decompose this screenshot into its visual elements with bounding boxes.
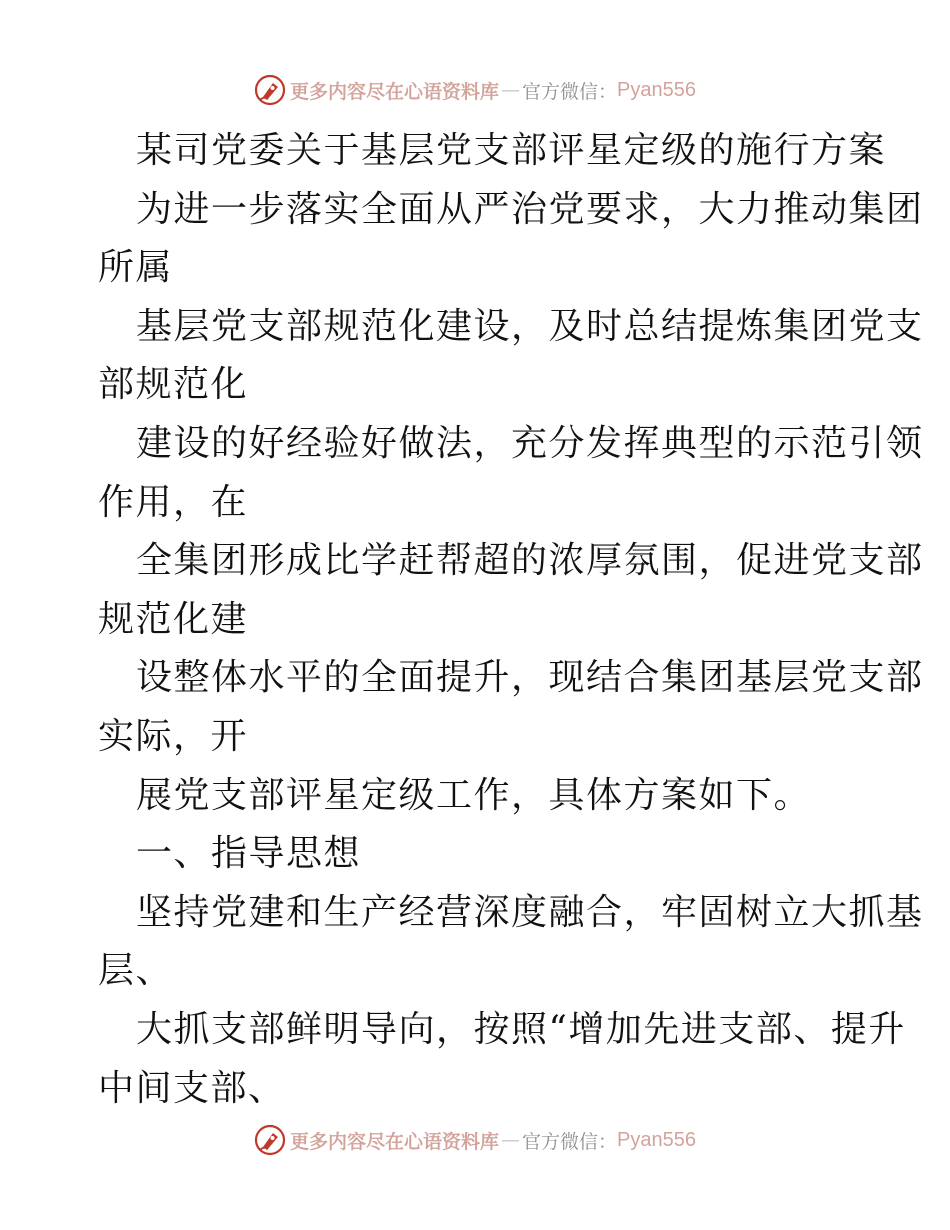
document-line: 中间支部、 (98, 1067, 286, 1109)
banner-wechat-label: 官方微信： (522, 80, 618, 103)
pen-nib-logo-icon (254, 1124, 286, 1156)
banner-separator: — (501, 1129, 521, 1151)
document-line: 坚持党建和生产经营深度融合，牢固树立大抓基 (136, 891, 924, 933)
document-line: 展党支部评星定级工作，具体方案如下。 (136, 774, 812, 816)
pen-nib-logo-icon (254, 74, 286, 106)
banner-separator: — (501, 79, 521, 101)
banner-wechat-label: 官方微信： (522, 1130, 618, 1153)
document-line: 实际，开 (98, 715, 249, 757)
document-line: 设整体水平的全面提升，现结合集团基层党支部 (136, 657, 924, 699)
banner-brand-text: 更多内容尽在心语资料库 (290, 1130, 500, 1153)
document-line: 作用，在 (98, 481, 249, 523)
document-line: 基层党支部规范化建设，及时总结提炼集团党支 (136, 305, 924, 347)
document-body (98, 122, 924, 1118)
footer-watermark-banner (0, 1120, 950, 1160)
banner-wechat-id: Pyan556 (617, 78, 696, 101)
document-line: 全集团形成比学赶帮超的浓厚氛围，促进党支部 (136, 540, 924, 582)
banner-wechat-id: Pyan556 (617, 1128, 696, 1151)
banner-brand-text: 更多内容尽在心语资料库 (290, 80, 500, 103)
document-line: 规范化建 (98, 598, 249, 640)
document-line: 层、 (98, 950, 174, 992)
document-line: 一、指导思想 (136, 833, 362, 875)
header-watermark-banner (0, 70, 950, 110)
document-line: 建设的好经验好做法，充分发挥典型的示范引领 (136, 422, 924, 464)
document-line: 部规范化 (98, 364, 249, 406)
document-line: 为进一步落实全面从严治党要求，大力推动集团 (136, 188, 924, 230)
document-line: 大抓支部鲜明导向，按照“增加先进支部、提升 (136, 1008, 906, 1050)
document-title: 某司党委关于基层党支部评星定级的施行方案 (136, 130, 887, 171)
document-line: 所属 (98, 247, 174, 289)
